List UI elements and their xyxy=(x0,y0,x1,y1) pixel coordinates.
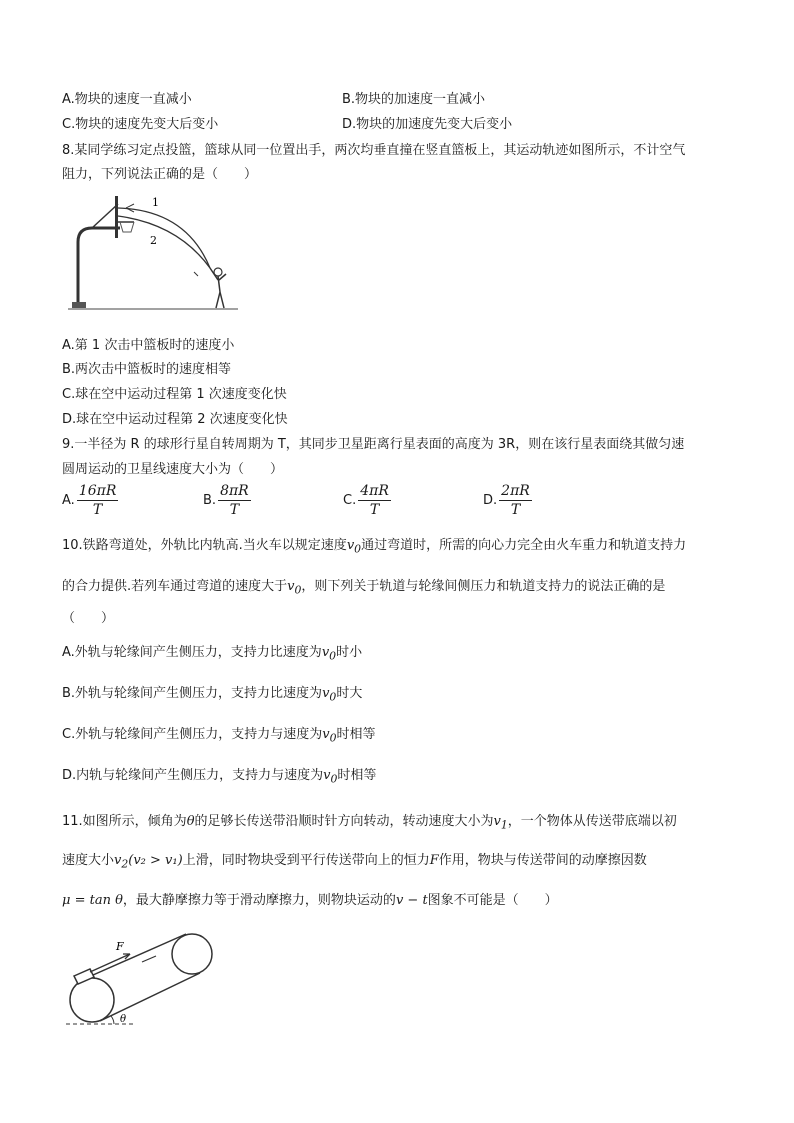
q7-option-b: B.物块的加速度一直减小 xyxy=(342,92,486,107)
q8-option-b: B.两次击中篮板时的速度相等 xyxy=(62,362,232,377)
q7-option-a: A.物块的速度一直减小 xyxy=(62,92,192,107)
q7-option-c: C.物块的速度先变大后变小 xyxy=(62,117,219,132)
q10-stem-line2: 的合力提供.若列车通过弯道的速度大于$v_0$，则下列关于轨道与轮缘间侧压力和轨道支持力的说法正确的是 xyxy=(62,579,666,597)
q11-stem-line2: 速度大小$v_2(v_2 > v_1)$上滑，同时物块受到平行传送带向上的恒力F作用，物块与传送带间的动摩擦因数 xyxy=(62,853,647,871)
q11-stem-line3: μ = tan θ，最大静摩擦力等于滑动摩擦力，则物块运动的v − t图象不可能是（ ） xyxy=(62,893,558,908)
trajectory-label-1: 1 xyxy=(152,196,159,209)
q8-stem-line1: 8.某同学练习定点投篮，篮球从同一位置出手，两次均垂直撞在竖直篮板上，其运动轨迹如图所示，不计空气 xyxy=(62,143,686,158)
q8-option-d: D.球在空中运动过程第 2 次速度变化快 xyxy=(62,412,288,427)
q9-choice-c: C. $\frac{4\pi R}{T}$ xyxy=(343,483,389,518)
angle-label: θ xyxy=(120,1014,127,1025)
q7-option-d: D.物块的加速度先变大后变小 xyxy=(342,117,513,132)
trajectory-label-2: 2 xyxy=(150,234,157,247)
q10-option-a: A.外轨与轮缘间产生侧压力，支持力比速度为$v_0$时小 xyxy=(62,645,363,663)
q11-stem-line1: 11.如图所示，倾角为θ的足够长传送带沿顺时针方向转动，转动速度大小为$v_1$，一个物体从传送带底端以初 xyxy=(62,814,677,832)
q10-option-c: C.外轨与轮缘间产生侧压力，支持力与速度为$v_0$时相等 xyxy=(62,727,376,745)
q9-choice-b: B. $\frac{8\pi R}{T}$ xyxy=(203,483,249,518)
q9-choice-d: D. $\frac{2\pi R}{T}$ xyxy=(483,483,530,518)
q8-stem-line2: 阻力，下列说法正确的是（ ） xyxy=(62,167,258,182)
q8-basketball-figure xyxy=(68,192,240,314)
q11-conveyor-figure xyxy=(64,930,220,1026)
q9-stem-line1: 9.一半径为 R 的球形行星自转周期为 T，其同步卫星距离行星表面的高度为 3R，则在该行星表面绕其做匀速 xyxy=(62,437,685,452)
q9-choice-a: A. $\frac{16\pi R}{T}$ xyxy=(62,483,117,518)
q10-option-d: D.内轨与轮缘间产生侧压力，支持力与速度为$v_0$时相等 xyxy=(62,768,377,786)
force-label: F xyxy=(116,940,124,953)
q9-stem-line2: 圆周运动的卫星线速度大小为（ ） xyxy=(62,462,284,477)
q10-stem-line1: 10.铁路弯道处，外轨比内轨高.当火车以规定速度$v_0$通过弯道时，所需的向心力完全由火车重力和轨道支持力 xyxy=(62,538,687,556)
q10-stem-line3: （ ） xyxy=(62,611,115,626)
q8-option-c: C.球在空中运动过程第 1 次速度变化快 xyxy=(62,387,287,402)
q10-option-b: B.外轨与轮缘间产生侧压力，支持力比速度为$v_0$时大 xyxy=(62,686,363,704)
q8-option-a: A.第 1 次击中篮板时的速度小 xyxy=(62,338,235,353)
